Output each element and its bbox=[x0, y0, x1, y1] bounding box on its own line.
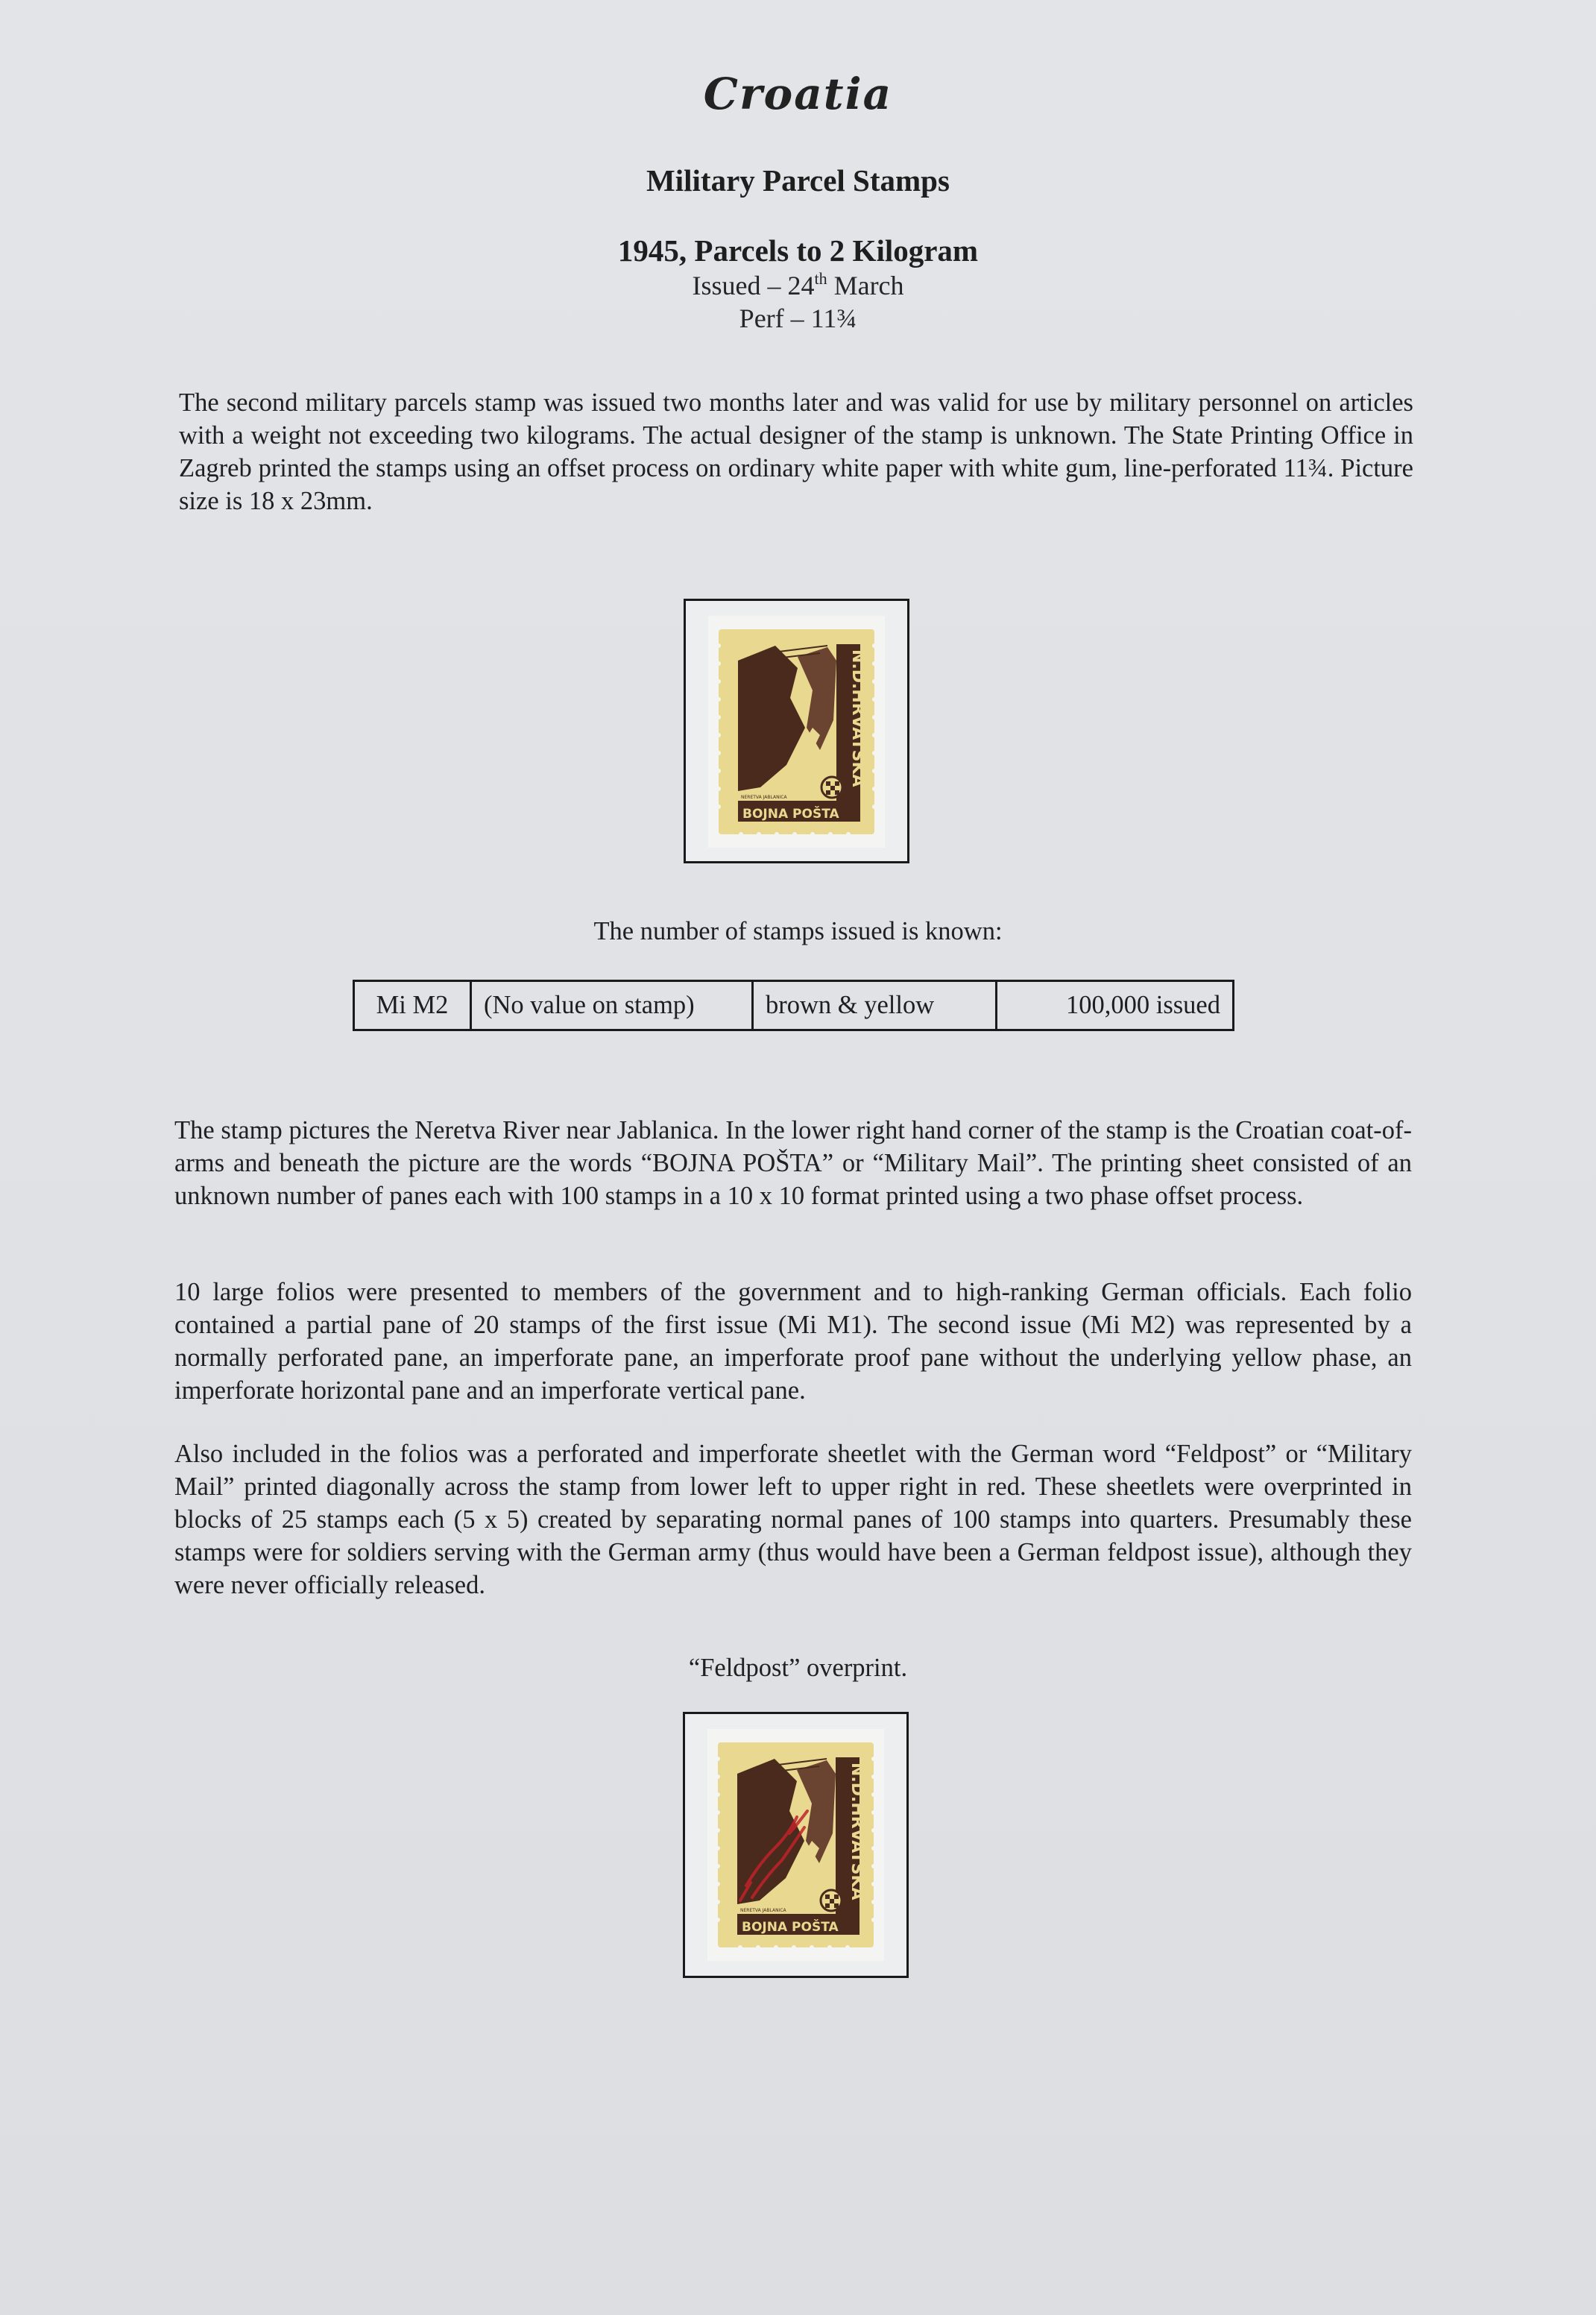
issue-date-ordinal: th bbox=[814, 269, 827, 288]
stamp-service-text: BOJNA POŠTA bbox=[742, 1920, 839, 1935]
stamp-country-text: N.D.HRVATSKA bbox=[848, 1763, 866, 1900]
stamp-place-text: NERETVA JABLANICA bbox=[740, 1908, 786, 1913]
table-row bbox=[354, 981, 1234, 1030]
catalog-number-cell: Mi M2 bbox=[354, 981, 471, 1030]
section-subtitle: Military Parcel Stamps bbox=[646, 163, 950, 198]
issue-date-prefix: Issued – 24 bbox=[692, 271, 815, 300]
stamp-place-text: NERETVA JABLANICA bbox=[741, 795, 787, 800]
stamp-mount-1 bbox=[684, 599, 909, 863]
quantity-cell: 100,000 issued bbox=[997, 981, 1234, 1030]
folios-paragraph: 10 large folios were presented to members of the government and to high-ranking German officials. Each folio contained a partial pane of 20 stamps of the first issue (Mi M1). The second issue (Mi M2) was represented by a normally perforated pane, an imperforate pane, an imperforate proof pane without the underlying yellow phase, an imperforate horizontal pane and an imperforate vertical pane. bbox=[174, 1278, 1412, 1405]
perforation: Perf – 11¾ bbox=[739, 303, 857, 333]
issue-date-suffix: March bbox=[827, 271, 904, 300]
table-caption: The number of stamps issued is known: bbox=[593, 917, 1003, 945]
issue-title: 1945, Parcels to 2 Kilogram bbox=[617, 233, 979, 268]
value-cell: (No value on stamp) bbox=[471, 981, 753, 1030]
sheetlet-paragraph: Also included in the folios was a perforated and imperforate sheetlet with the German word “Feldpost” or “Military Mail” printed diagonally across the stamp from lower left to upper right in red. These sheetlets were overprinted in blocks of 25 stamps each (5 x 5) created by separating normal panes of 100 stamps into quarters. Presumably these stamps were for soldiers serving with the German army (thus would have been a German feldpost issue), although they were never officially released. bbox=[174, 1440, 1412, 1599]
color-cell: brown & yellow bbox=[753, 981, 997, 1030]
issue-table bbox=[353, 980, 1234, 1031]
stamp-country-text: N.D.HRVATSKA bbox=[848, 649, 867, 787]
stamp-image bbox=[708, 616, 885, 848]
intro-paragraph: The second military parcels stamp was issued two months later and was valid for use by military personnel on articles with a weight not exceeding two kilograms. The actual designer of the stamp is unknown. The State Printing Office in Zagreb printed the stamps using an offset process on ordinary white paper with white gum, line-perforated 11¾. Picture size is 18 x 23mm. bbox=[179, 388, 1413, 515]
overprint-caption: “Feldpost” overprint. bbox=[688, 1654, 908, 1682]
page-title: Croatia bbox=[703, 69, 893, 119]
stamp-mount-2 bbox=[683, 1712, 909, 1978]
issue-date bbox=[0, 270, 1596, 301]
description-paragraph: The stamp pictures the Neretva River near Jablanica. In the lower right hand corner of the stamp is the Croatian coat-of-arms and beneath the picture are the words “BOJNA POŠTA” or “Military Mail”. The printing sheet consisted of an unknown number of panes each with 100 stamps in a 10 x 10 format printed using a two phase offset process. bbox=[174, 1116, 1412, 1210]
stamp-service-text: BOJNA POŠTA bbox=[742, 807, 839, 822]
overprinted-stamp-image bbox=[707, 1729, 884, 1961]
